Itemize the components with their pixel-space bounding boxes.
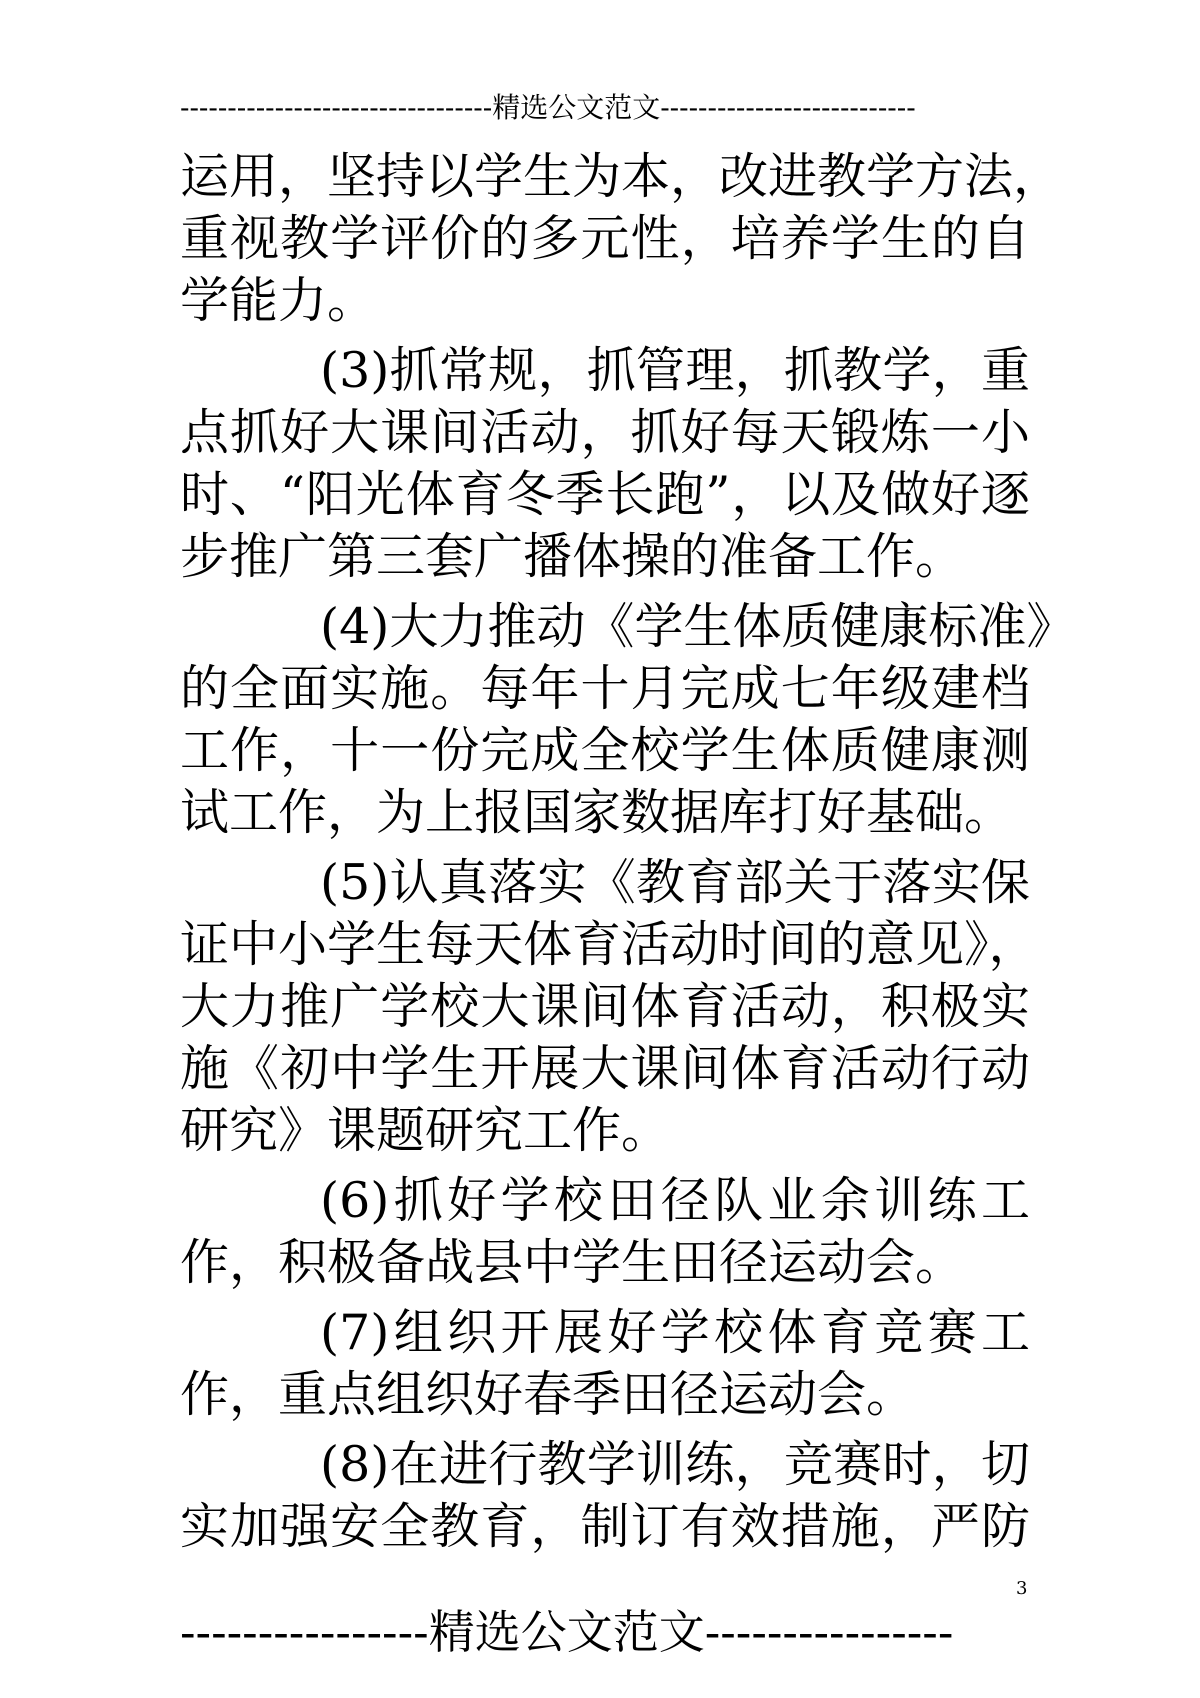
paragraph bbox=[180, 1434, 1030, 1558]
text-line: 证中小学生每天体育活动时间的意见》， bbox=[180, 916, 1038, 973]
text-line: (5)认真落实《教育部关于落实保 bbox=[320, 854, 1030, 911]
page-number: 3 bbox=[1016, 1578, 1028, 1599]
document-body bbox=[180, 146, 1076, 1558]
text-line: (7)组织开展好学校体育竞赛工 bbox=[320, 1304, 1030, 1361]
text-line: 学能力。 bbox=[180, 272, 377, 329]
text-line: (8)在进行教学训练，竞赛时，切 bbox=[320, 1436, 1030, 1493]
text-line: 重视教学评价的多元性，培养学生的自 bbox=[180, 210, 1030, 267]
text-line: 施《初中学生开展大课间体育活动行动 bbox=[180, 1040, 1030, 1097]
paragraph bbox=[180, 852, 1038, 1162]
text-line: 实加强安全教育，制订有效措施，严防 bbox=[180, 1498, 1030, 1555]
text-line: 运用，坚持以学生为本，改进教学方法， bbox=[180, 148, 1063, 205]
text-line: (3)抓常规，抓管理，抓教学，重 bbox=[320, 342, 1030, 399]
paragraph bbox=[180, 1170, 1030, 1294]
text-line: 研究》课题研究工作。 bbox=[180, 1102, 671, 1159]
text-line: 时、“阳光体育冬季长跑”，以及做好逐 bbox=[180, 466, 1030, 523]
paragraph bbox=[180, 146, 1063, 332]
paragraph bbox=[180, 340, 1030, 588]
text-line: 作，积极备战县中学生田径运动会。 bbox=[180, 1234, 965, 1291]
text-line: 试工作，为上报国家数据库打好基础。 bbox=[180, 784, 1014, 841]
text-line: (6)抓好学校田径队业余训练工 bbox=[320, 1172, 1030, 1229]
text-line: 大力推广学校大课间体育活动，积极实 bbox=[180, 978, 1030, 1035]
text-line: 作，重点组织好春季田径运动会。 bbox=[180, 1366, 916, 1423]
text-line: (4)大力推动《学生体质健康标准》 bbox=[320, 598, 1076, 655]
paragraph bbox=[180, 1302, 1030, 1426]
text-line: 工作，十一份完成全校学生体质健康测 bbox=[180, 722, 1030, 779]
text-line: 的全面实施。每年十月完成七年级建档 bbox=[180, 660, 1030, 717]
paragraph bbox=[180, 596, 1076, 844]
text-line: 步推广第三套广播体操的准备工作。 bbox=[180, 528, 965, 585]
text-line: 点抓好大课间活动，抓好每天锻炼一小 bbox=[180, 404, 1030, 461]
page-header: ---------------------------------精选公文范文--------------------------- bbox=[180, 91, 916, 124]
page-footer: ----------------精选公文范文---------------- bbox=[180, 1605, 954, 1659]
